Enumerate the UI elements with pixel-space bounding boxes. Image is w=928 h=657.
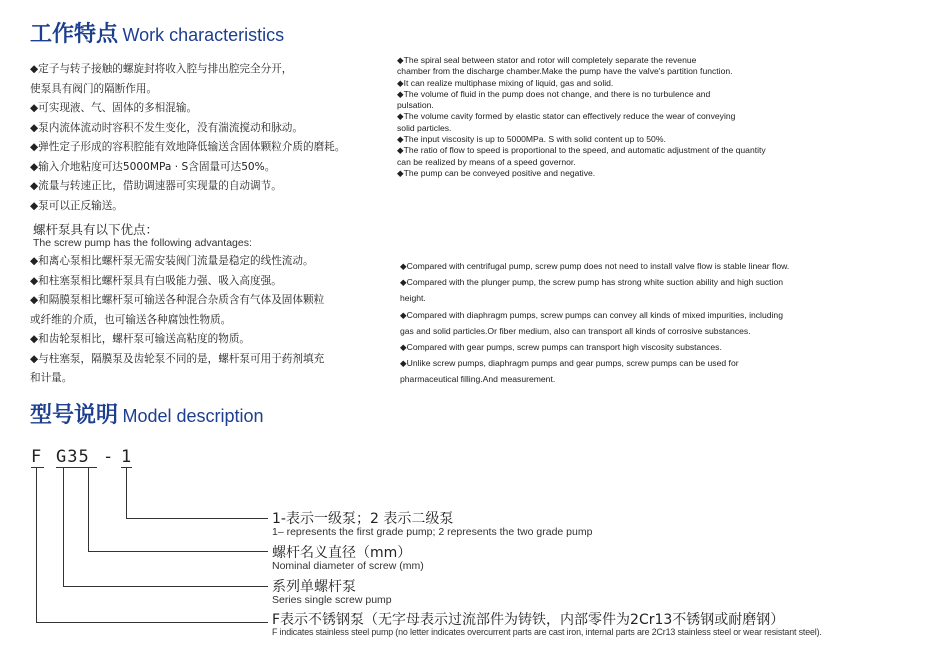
list-item: ◆定子与转子接触的螺旋封将收入腔与排出腔完全分开， xyxy=(30,63,293,75)
list-item: ◆泵可以正反输送。 xyxy=(30,199,123,212)
label-diameter xyxy=(272,546,424,572)
code-one: 1 xyxy=(121,447,132,467)
underline-f xyxy=(31,467,44,468)
list-item: ◆The spiral seal between stator and rotor will completely separate the revenue xyxy=(397,55,697,65)
leader-line-35 xyxy=(88,467,89,552)
advantages-en-list xyxy=(400,258,789,388)
leader-horizontal-f xyxy=(36,622,268,623)
work-cn-list xyxy=(30,60,345,216)
list-item: ◆和离心泵相比螺杆泵无需安装阀门流量是稳定的线性流动。 xyxy=(30,255,314,267)
list-item: gas and solid particles.Or fiber medium, also can transport all kinds of corrosive substances. xyxy=(400,325,751,336)
work-characteristics-heading xyxy=(30,17,284,48)
label-material-en: F indicates stainless steel pump (no letter indicates overcurrent parts are cast iron, internal parts are 2Cr13 stainless steel or wear resistant steel). xyxy=(272,627,822,637)
list-item: ◆Compared with diaphragm pumps, screw pumps can convey all kinds of mixed impurities, including xyxy=(400,309,783,320)
list-item: height. xyxy=(400,293,426,304)
model-title-en: Model description xyxy=(122,406,264,426)
list-item: pulsation. xyxy=(397,100,434,111)
model-description-heading xyxy=(30,398,264,429)
list-item: ◆和隔膜泵相比螺杆泵可输送各种混合杂质含有气体及固体颗粒 xyxy=(30,294,325,306)
code-dash: - xyxy=(103,447,114,467)
list-item: ◆Compared with the plunger pump, the screw pump has strong white suction ability and high suction xyxy=(400,277,784,288)
list-item: solid particles. xyxy=(397,122,452,133)
leader-horizontal-g xyxy=(63,586,268,587)
leader-horizontal-1 xyxy=(126,518,268,519)
list-item: can be realized by means of a speed governor. xyxy=(397,156,576,167)
label-material xyxy=(272,613,822,638)
list-item: ◆流量与转速正比，借助调速器可实现量的自动调节。 xyxy=(30,180,282,192)
label-grade-en: 1– represents the first grade pump; 2 represents the two grade pump xyxy=(272,526,593,538)
list-item: ◆It can realize multiphase mixing of liquid, gas and solid. xyxy=(397,77,614,88)
list-item: 和计量。 xyxy=(30,372,73,384)
list-item: 使泵具有阀门的隔断作用。 xyxy=(30,82,158,95)
label-diameter-cn: 螺杆名义直径（mm） xyxy=(272,545,412,561)
list-item: ◆可实现液、气、固体的多相混输。 xyxy=(30,102,198,114)
code-f: F xyxy=(31,447,42,467)
list-item: ◆Unlike screw pumps, diaphragm pumps and gear pumps, screw pumps can be used for xyxy=(400,358,739,369)
leader-horizontal-35 xyxy=(88,551,268,552)
list-item: ◆Compared with centrifugal pump, screw pump does not need to install valve flow is stable linear flow. xyxy=(400,261,790,271)
list-item: ◆和齿轮泵相比，螺杆泵可输送高粘度的物质。 xyxy=(30,333,251,345)
list-item: ◆与柱塞泵，隔膜泵及齿轮泵不同的是，螺杆泵可用于药剂填充 xyxy=(30,352,325,365)
leader-line-1 xyxy=(126,467,127,519)
model-title-cn: 型号说明 xyxy=(30,403,119,428)
leader-line-g xyxy=(63,467,64,587)
label-material-cn: F表示不锈钢泵（无字母表示过流部件为铸铁，内部零件为2Cr13不锈钢或耐磨钢） xyxy=(272,612,785,628)
advantages-heading xyxy=(33,223,252,249)
label-diameter-en: Nominal diameter of screw (mm) xyxy=(272,560,424,572)
list-item: 或纤维的介质，也可输送各种腐蚀性物质。 xyxy=(30,313,232,326)
list-item: ◆Compared with gear pumps, screw pumps can transport high viscosity substances. xyxy=(400,342,722,353)
list-item: ◆和柱塞泵相比螺杆泵具有白吸能力强、吸入高度强。 xyxy=(30,274,282,287)
work-title-en: Work characteristics xyxy=(122,25,285,45)
label-series-cn: 系列单螺杆泵 xyxy=(272,579,356,595)
list-item: ◆The input viscosity is up to 5000MPa. S with solid content up to 50%. xyxy=(397,134,666,145)
list-item: ◆泵内流体流动时容积不发生变化，没有湍流搅动和脉动。 xyxy=(30,121,303,134)
work-title-cn: 工作特点 xyxy=(30,22,119,47)
advantages-title-cn: 螺杆泵具有以下优点： xyxy=(33,222,159,237)
work-en-list xyxy=(397,55,766,179)
list-item: ◆弹性定子形成的容积腔能有效地降低输送含固体颗粒介质的磨耗。 xyxy=(30,141,346,153)
list-item: ◆The pump can be conveyed positive and negative. xyxy=(397,167,596,178)
advantages-title-en: The screw pump has the following advantages: xyxy=(33,237,252,249)
list-item: ◆The volume of fluid in the pump does not change, and there is no turbulence and xyxy=(397,88,711,99)
label-series xyxy=(272,580,392,606)
advantages-cn-list xyxy=(30,252,324,389)
list-item: ◆输入介地粘度可达5000MPa · S含固量可达50%。 xyxy=(30,160,276,173)
label-series-en: Series single screw pump xyxy=(272,594,392,606)
leader-line-f xyxy=(36,467,37,623)
list-item: ◆The volume cavity formed by elastic stator can effectively reduce the wear of conveying xyxy=(397,111,736,122)
list-item: chamber from the discharge chamber.Make the pump have the valve's partition function. xyxy=(397,66,733,77)
list-item: ◆The ratio of flow to speed is proportional to the speed, and automatic adjustment of the quantity xyxy=(397,145,766,156)
list-item: pharmaceutical filling.And measurement. xyxy=(400,374,556,385)
label-grade xyxy=(272,512,592,538)
code-g35: G35 xyxy=(56,447,90,467)
label-grade-cn: 1-表示一级泵；2 表示二级泵 xyxy=(272,511,454,527)
